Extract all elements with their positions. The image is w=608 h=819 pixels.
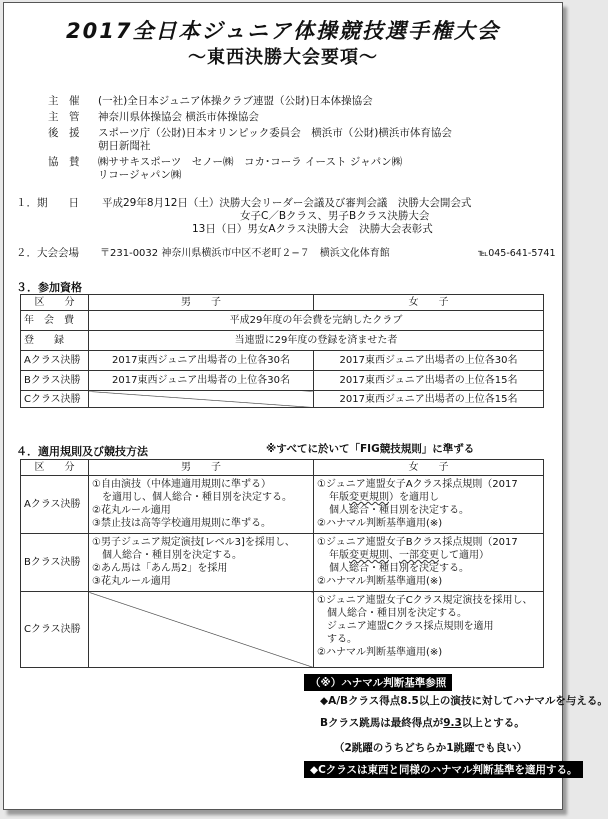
col-male: 男 子 bbox=[89, 460, 314, 476]
col-kubun: 区 分 bbox=[21, 460, 89, 476]
org-shusai: (一社)全日本ジュニア体操クラブ連盟（公財)日本体操協会 bbox=[98, 95, 373, 107]
rules-a-male-line: ①自由演技（中体連適用規則に準ずる） bbox=[92, 479, 271, 490]
row-a-female: 2017東西ジュニア出場者の上位各30名 bbox=[314, 351, 544, 371]
rules-a-male bbox=[89, 476, 314, 534]
table-header-row bbox=[21, 460, 544, 476]
org-shusai-label: 主 催 bbox=[48, 95, 80, 107]
col-female: 女 子 bbox=[314, 295, 544, 311]
table-row bbox=[21, 311, 544, 331]
org-shukan-label: 主 管 bbox=[48, 111, 80, 123]
rules-a-male-line: を適用し、個人総合・種目別を決定する。 bbox=[92, 492, 292, 503]
rules-c-male-empty bbox=[89, 592, 314, 668]
venue-tel: ℡045-641-5741 bbox=[478, 248, 556, 259]
rules-heading: ４．適用規則及び競技方法 bbox=[16, 445, 148, 458]
org-shukan: 神奈川県体操協会 横浜市体操協会 bbox=[98, 111, 259, 123]
col-male: 男 子 bbox=[89, 295, 314, 311]
venue-address: 〒231-0032 神奈川県横浜市中区不老町２−７ 横浜文化体育館 bbox=[100, 248, 390, 259]
row-a-male: 2017東西ジュニア出場者の上位各30名 bbox=[89, 351, 314, 371]
table-row bbox=[21, 351, 544, 371]
org-kyosan-2: リコージャパン㈱ bbox=[98, 169, 182, 181]
rules-b-label: Bクラス決勝 bbox=[21, 534, 89, 592]
rules-a-female-line: ②ハナマル判断基準適用(※) bbox=[317, 518, 443, 529]
org-koen-2: 朝日新聞社 bbox=[98, 140, 151, 152]
eligibility-heading: ３．参加資格 bbox=[16, 281, 82, 294]
page-subtitle: 〜東西決勝大会要項〜 bbox=[188, 47, 378, 68]
rules-a-male-line: ②花丸ルール適用 bbox=[92, 505, 171, 516]
org-koen-label: 後 援 bbox=[48, 127, 80, 139]
rules-a-female bbox=[314, 476, 544, 534]
table-header-row bbox=[21, 295, 544, 311]
rules-b-male-line: ①男子ジュニア規定演技[レベル3]を採用し、 bbox=[92, 537, 295, 548]
rules-c-female bbox=[314, 592, 544, 668]
dates-line-1: 平成29年8月12日（土）決勝大会リーダー会議及び審判会議 決勝大会開会式 bbox=[102, 197, 472, 209]
row-fee-label: 年 会 費 bbox=[21, 311, 89, 331]
venue-label: ２．大会会場 bbox=[16, 247, 79, 259]
row-c-female: 2017東西ジュニア出場者の上位各15名 bbox=[314, 391, 544, 408]
table-row bbox=[21, 391, 544, 408]
rules-c-female-line: する。 bbox=[317, 634, 357, 645]
dates-label: １．期 日 bbox=[16, 197, 79, 209]
rules-a-female-line: 個人総合・種目別を決定する。 bbox=[329, 505, 469, 516]
hanamaru-line-2: Bクラス跳馬は最終得点が9.3以上とする。 bbox=[320, 717, 525, 729]
org-koen-1: スポーツ庁（公財)日本オリンピック委員会 横浜市（公財)横浜市体育協会 bbox=[98, 127, 452, 139]
table-row bbox=[21, 371, 544, 391]
row-reg-label: 登 録 bbox=[21, 331, 89, 351]
hanamaru-line-1: ◆A/Bクラス得点8.5以上の演技に対してハナマルを与える。 bbox=[320, 695, 608, 707]
eligibility-table bbox=[20, 294, 544, 408]
row-a-label: Aクラス決勝 bbox=[21, 351, 89, 371]
col-female: 女 子 bbox=[314, 460, 544, 476]
row-b-female: 2017東西ジュニア出場者の上位各15名 bbox=[314, 371, 544, 391]
rules-b-male-line: 個人総合・種目別を決定する。 bbox=[92, 550, 242, 561]
table-row bbox=[21, 476, 544, 534]
rules-c-female-line: ①ジュニア連盟女子Cクラス規定演技を採用し、 bbox=[317, 595, 533, 606]
rules-b-male-line: ②あん馬は「あん馬2」を採用 bbox=[92, 563, 228, 574]
rules-table bbox=[20, 459, 544, 668]
row-reg-text: 当連盟に29年度の登録を済ませた者 bbox=[89, 331, 544, 351]
rules-a-label: Aクラス決勝 bbox=[21, 476, 89, 534]
rules-c-female-line: ②ハナマル判断基準適用(※) bbox=[317, 647, 443, 658]
rules-a-male-line: ③禁止技は高等学校適用規則に準ずる。 bbox=[92, 518, 271, 529]
rules-a-female-line: 年版変更規則）を適用し bbox=[329, 492, 439, 503]
rules-b-female bbox=[314, 534, 544, 592]
rules-c-female-line: 個人総合・種目別を決定する。 bbox=[317, 608, 467, 619]
row-c-label: Cクラス決勝 bbox=[21, 391, 89, 408]
rules-b-male bbox=[89, 534, 314, 592]
document-page bbox=[3, 2, 608, 810]
row-b-male: 2017東西ジュニア出場者の上位各30名 bbox=[89, 371, 314, 391]
hanamaru-heading: （※）ハナマル判断基準参照 bbox=[304, 674, 452, 691]
rules-c-label: Cクラス決勝 bbox=[21, 592, 89, 668]
table-row bbox=[21, 592, 544, 668]
table-row bbox=[21, 331, 544, 351]
row-c-male-empty bbox=[89, 391, 314, 408]
hanamaru-line-4: ◆Cクラスは東西と同様のハナマル判断基準を適用する。 bbox=[304, 761, 583, 778]
change-rule-underline: 変更規則 bbox=[349, 492, 389, 503]
rules-c-female-line: ジュニア連盟Cクラス採点規則を適用 bbox=[317, 621, 494, 632]
col-kubun: 区 分 bbox=[21, 295, 89, 311]
org-kyosan-label: 協 賛 bbox=[48, 156, 80, 168]
rules-b-female-line: 年版変更規則、一部変更して適用） bbox=[329, 550, 489, 561]
dates-line-3: 13日（日）男女Aクラス決勝大会 決勝大会表彰式 bbox=[192, 223, 433, 235]
page-title: 2017全日本ジュニア体操競技選手権大会 bbox=[65, 19, 501, 43]
rules-b-female-line: ②ハナマル判断基準適用(※) bbox=[317, 576, 443, 587]
rules-b-male-line: ③花丸ルール適用 bbox=[92, 576, 171, 587]
org-kyosan-1: ㈱ササキスポーツ セノー㈱ コカ･コーラ イースト ジャパン㈱ bbox=[98, 156, 403, 168]
hanamaru-line-3: （2跳躍のうちどちらか1跳躍でも良い） bbox=[334, 742, 528, 754]
rules-a-female-line: ①ジュニア連盟女子Aクラス採点規則（2017 bbox=[317, 479, 518, 490]
row-fee-text: 平成29年度の年会費を完納したクラブ bbox=[89, 311, 544, 331]
rules-b-female-line: 個人総合・種目別を決定する。 bbox=[329, 563, 469, 574]
table-row bbox=[21, 534, 544, 592]
row-b-label: Bクラス決勝 bbox=[21, 371, 89, 391]
rules-b-female-line: ①ジュニア連盟女子Bクラス採点規則（2017 bbox=[317, 537, 518, 548]
dates-line-2: 女子C／Bクラス、男子Bクラス決勝大会 bbox=[240, 210, 430, 222]
rules-note: ※すべてに於いて「FIG競技規則」に準ずる bbox=[266, 443, 475, 455]
